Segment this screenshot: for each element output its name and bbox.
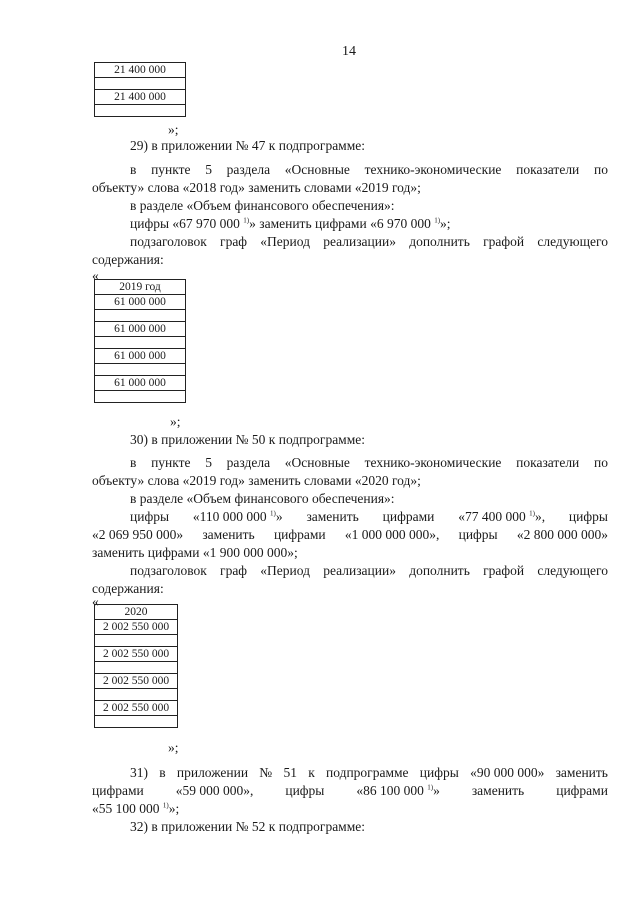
table-cell: 2 002 550 000	[95, 647, 178, 662]
table-cell	[95, 78, 186, 90]
table-cell	[95, 716, 178, 728]
section-30-line-9: содержания:	[92, 581, 164, 596]
section-29-line-7: содержания:	[92, 252, 164, 267]
section-29-line-4: в разделе «Объем финансового обеспечения»:	[130, 198, 395, 213]
section-29-line-5: цифры «67 970 000 $^{1)}$» заменить цифрами «6 970 000 $^{1)}$»;	[130, 216, 451, 231]
section-30-line-6: «2 069 950 000» заменить цифрами «1 000 000 000», цифры «2 800 000 000»	[92, 527, 608, 542]
table-cell: 61 000 000	[95, 376, 186, 391]
section-29-line-6: подзаголовок граф «Период реализации» дополнить графой следующего	[130, 234, 608, 249]
table-cell	[95, 391, 186, 403]
table-cell: 2 002 550 000	[95, 620, 178, 635]
closing-quote: »;	[168, 122, 179, 137]
section-30-line-7: заменить цифрами «1 900 000 000»;	[92, 545, 298, 560]
table-cell	[95, 310, 186, 322]
table-cell	[95, 662, 178, 674]
section-31-line-1: 31) в приложении № 51 к подпрограмме цифры «90 000 000» заменить	[130, 765, 608, 780]
closing-quote: »;	[168, 740, 179, 755]
table-header-cell: 2019 год	[95, 280, 186, 295]
section-29-title: 29) в приложении № 47 к подпрограмме:	[130, 138, 366, 153]
section-31-line-2: цифрами «59 000 000», цифры «86 100 000 $^{1)}$» заменить цифрами	[92, 783, 608, 798]
table-cell: 61 000 000	[95, 295, 186, 310]
opening-quote: «	[92, 594, 99, 609]
section-29-line-2: в пункте 5 раздела «Основные технико-экономические показатели по	[130, 162, 608, 177]
section-29-line-3: объекту» слова «2018 год» заменить словами «2019 год»;	[92, 180, 421, 195]
table-cell: 61 000 000	[95, 349, 186, 364]
table-cell	[95, 337, 186, 349]
section-32-title: 32) в приложении № 52 к подпрограмме:	[130, 819, 366, 834]
section-30-line-4: в разделе «Объем финансового обеспечения»:	[130, 491, 395, 506]
table-cell: 21 400 000	[95, 90, 186, 105]
section-30-line-5: цифры «110 000 000 $^{1)}$» заменить цифрами «77 400 000 $^{1)}$», цифры	[130, 509, 608, 524]
closing-quote: »;	[170, 414, 181, 429]
table-top	[94, 62, 186, 117]
section-30-title: 30) в приложении № 50 к подпрограмме:	[130, 432, 366, 447]
section-30-line-8: подзаголовок граф «Период реализации» дополнить графой следующего	[130, 563, 608, 578]
table-cell: 2 002 550 000	[95, 701, 178, 716]
table-2020	[94, 604, 178, 728]
section-31-line-3: «55 100 000 $^{1)}$»;	[92, 801, 180, 816]
opening-quote: «	[92, 268, 99, 283]
section-30-line-2: в пункте 5 раздела «Основные технико-экономические показатели по	[130, 455, 608, 470]
table-cell	[95, 105, 186, 117]
page-number: 14	[342, 44, 356, 59]
section-30-line-3: объекту» слова «2019 год» заменить словами «2020 год»;	[92, 473, 421, 488]
table-cell: 2 002 550 000	[95, 674, 178, 689]
table-2019	[94, 279, 186, 403]
table-cell	[95, 689, 178, 701]
table-header-cell: 2020	[95, 605, 178, 620]
table-cell: 61 000 000	[95, 322, 186, 337]
table-cell	[95, 635, 178, 647]
table-cell: 21 400 000	[95, 63, 186, 78]
table-cell	[95, 364, 186, 376]
